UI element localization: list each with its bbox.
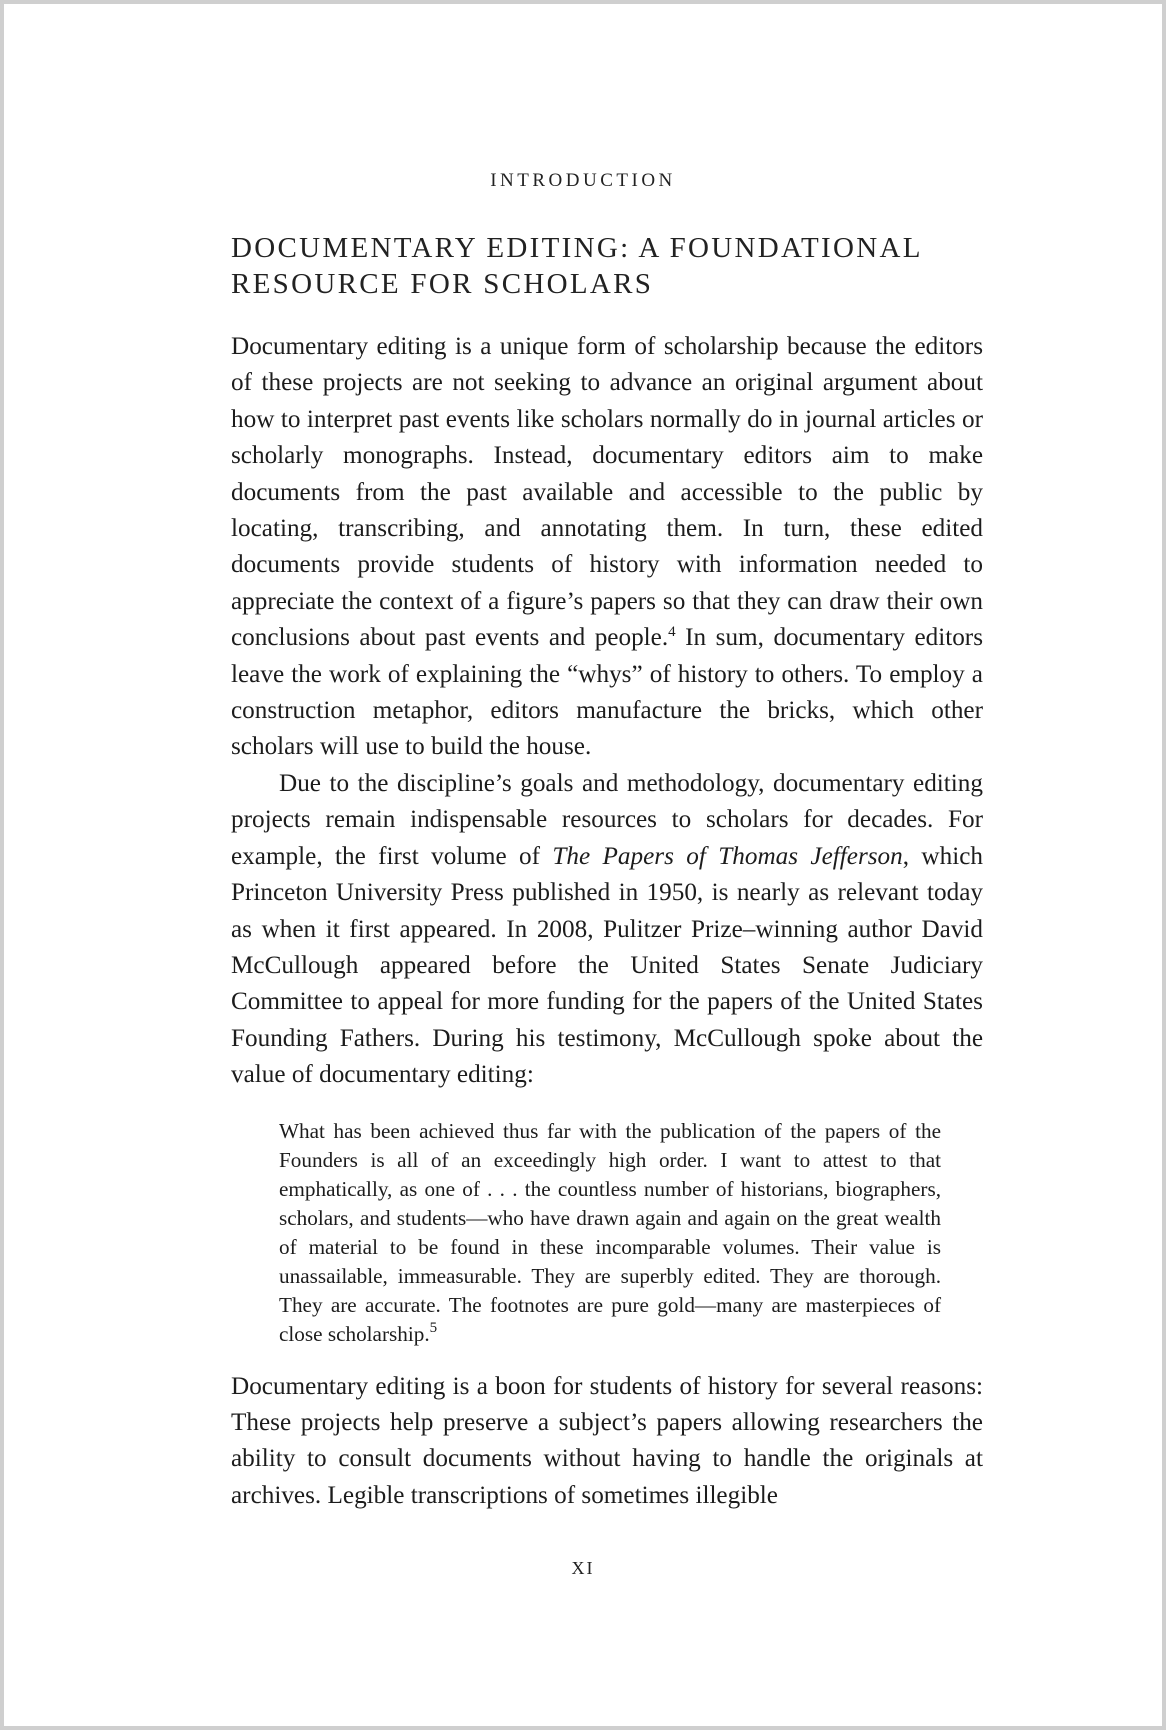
paragraph-2	[231, 766, 983, 1094]
footnote-ref-5: 5	[429, 1319, 438, 1336]
section-title-line-1: DOCUMENTARY EDITING: A FOUNDATIONAL	[231, 232, 923, 264]
paragraph-3-text: Documentary editing is a boon for students of history for several reasons: These projects help preserve a subject’s papers allowing researchers the ability to consult documents without having to handle the originals at archives. Legible transcriptions of sometimes illegible	[231, 1372, 983, 1509]
paragraph-1-text-cont: In sum, documentary editors leave the work of explaining the “whys” of history to others. To employ a construction metaphor, editors manufacture the bricks, which other scholars will use to build the house.	[231, 624, 983, 761]
block-quote	[279, 1117, 941, 1349]
paragraph-2-text: Due to the discipline’s goals and methodology, documentary editing projects remain indispensable resources to scholars for decades. For example, the first volume of	[231, 769, 983, 870]
block-quote-text: What has been achieved thus far with the publication of the papers of the Founders is all of an exceedingly high order. I want to attest to that emphatically, as one of . . . the countless number of historians, biographers, scholars, and students—who have drawn again and again on the great wealth of material to be found in these incomparable volumes. Their value is unassailable, immeasurable. They are superbly edited. They are thorough. They are accurate. The footnotes are pure gold—many are masterpieces of close scholarship.	[279, 1118, 941, 1346]
section-title	[231, 230, 991, 302]
paragraph-1	[231, 329, 983, 766]
paragraph-1-text: Documentary editing is a unique form of scholarship because the editors of these projects are not seeking to advance an original argument about how to interpret past events like scholars normally do in journal articles or scholarly monographs. Instead, documentary editors aim to make documents from the past available and accessible to the public by locating, transcribing, and annotating them. In turn, these edited documents provide students of history with information needed to appreciate the context of a figure’s papers so that they can draw their own conclusions about past events and people.	[231, 333, 983, 652]
body-text	[231, 329, 983, 1514]
book-title-italic: The Papers of Thomas Jefferson	[552, 842, 903, 870]
section-title-line-2: RESOURCE FOR SCHOLARS	[231, 268, 654, 300]
running-head: INTRODUCTION	[490, 170, 676, 191]
paragraph-2-text-cont: , which Princeton University Press published in 1950, is nearly as relevant today as when it first appeared. In 2008, Pulitzer Prize–winning author David McCullough appeared before the United States Senate Judiciary Committee to appeal for more funding for the papers of the United States Founding Fathers. During his testimony, McCullough spoke about the value of documentary editing:	[231, 842, 983, 1089]
page-number: XI	[571, 1558, 595, 1578]
paragraph-3	[231, 1369, 983, 1515]
footnote-ref-4: 4	[668, 624, 676, 641]
